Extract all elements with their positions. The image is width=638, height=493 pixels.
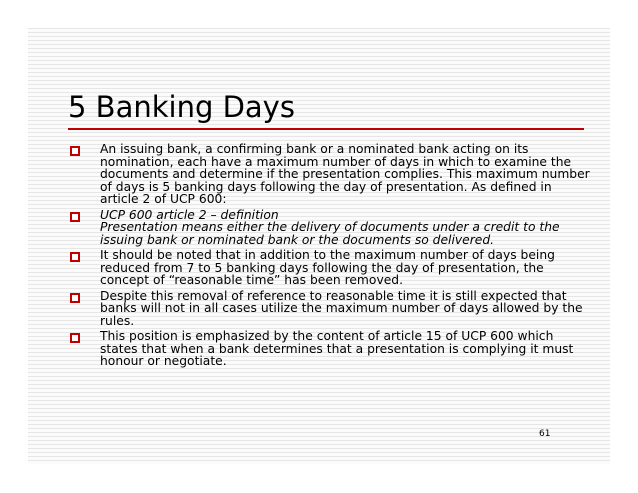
bullet-item-max-days [70, 143, 590, 206]
page-number: 61 [539, 429, 551, 439]
definition-heading: UCP 600 article 2 – definition [100, 207, 279, 222]
bullet-text: An issuing bank, a confirming bank or a nominated bank acting on its nomination, each have a maximum number of days in which to examine the documents and determine if the presentation complies. This maximum number of days is 5 banking days following the day of presentation. As defined in article 2 of UCP 600: [100, 142, 590, 206]
bullet-item-reasonable-time [70, 249, 590, 287]
hollow-square-bullet-icon [70, 333, 80, 343]
title-underline [68, 128, 584, 130]
hollow-square-bullet-icon [70, 212, 80, 222]
bullet-item-expectation [70, 290, 590, 328]
hollow-square-bullet-icon [70, 146, 80, 156]
hollow-square-bullet-icon [70, 293, 80, 303]
bullet-text: It should be noted that in addition to the maximum number of days being reduced from 7 to 5 banking days following the day of presentation, the concept of “reasonable time” has been removed. [100, 248, 555, 287]
bullet-item-article-15 [70, 330, 590, 368]
bullet-item-definition [70, 209, 590, 247]
bullet-list [70, 143, 590, 371]
slide-title: 5 Banking Days [68, 90, 295, 124]
definition-text: Presentation means either the delivery of documents under a credit to the issuing bank or nominated bank or the documents so delivered. [100, 220, 560, 247]
bullet-text: Despite this removal of reference to reasonable time it is still expected that banks will not in all cases utilize the maximum number of days allowed by the rules. [100, 288, 583, 328]
bullet-text: This position is emphasized by the content of article 15 of UCP 600 which states that when a bank determines that a presentation is complying it must honour or negotiate. [100, 329, 574, 368]
hollow-square-bullet-icon [70, 252, 80, 262]
